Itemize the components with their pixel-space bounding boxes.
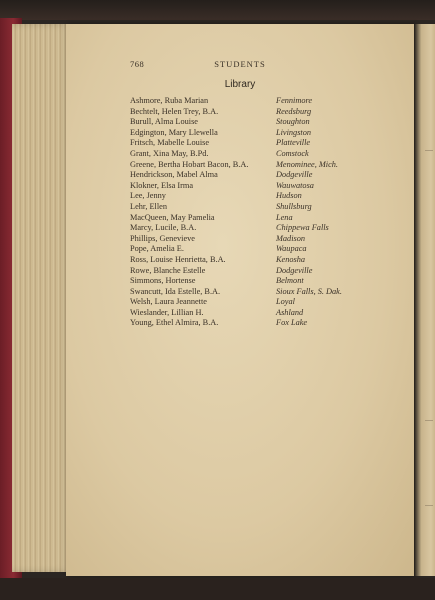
student-name: Lee, Jenny — [130, 191, 166, 201]
roster-row — [130, 266, 400, 277]
roster-row — [130, 96, 400, 107]
student-name: Phillips, Genevieve — [130, 233, 195, 243]
running-title: STUDENTS — [214, 59, 266, 69]
student-hometown: Comstock — [276, 148, 309, 158]
student-name: Simmons, Hortense — [130, 276, 196, 286]
roster-row — [130, 223, 400, 234]
student-hometown: Ashland — [276, 307, 304, 317]
student-name: Burull, Alma Louise — [130, 117, 198, 127]
page-number: 768 — [130, 59, 145, 69]
student-hometown: Dodgeville — [276, 265, 313, 275]
student-name: Ross, Louise Henrietta, B.A. — [130, 254, 226, 264]
student-hometown: Loyal — [276, 297, 295, 307]
book-bottom-edge — [0, 578, 435, 600]
facing-page-mark — [425, 420, 433, 435]
facing-page-mark — [425, 150, 433, 165]
book-page — [66, 24, 414, 576]
student-hometown: Madison — [276, 233, 306, 243]
student-name: Ashmore, Ruba Marian — [130, 96, 209, 105]
facing-page-edge — [414, 24, 435, 576]
student-name: Fritsch, Mabelle Louise — [130, 138, 210, 148]
roster-row — [130, 297, 400, 308]
student-hometown: Sioux Falls, S. Dak. — [276, 286, 342, 296]
roster-row — [130, 318, 400, 329]
roster-row — [130, 149, 400, 160]
student-name: Klokner, Elsa Irma — [130, 180, 194, 190]
student-hometown: Chippewa Falls — [276, 223, 329, 233]
student-name: Welsh, Laura Jeannette — [130, 297, 207, 307]
roster-row — [130, 255, 400, 266]
roster-row — [130, 117, 400, 128]
student-hometown: Waupaca — [276, 244, 307, 254]
student-hometown: Livingston — [276, 127, 312, 137]
roster-row — [130, 276, 400, 287]
roster-row — [130, 138, 400, 149]
student-hometown: Platteville — [276, 138, 311, 148]
student-name: Rowe, Blanche Estelle — [130, 265, 206, 275]
student-hometown: Fox Lake — [276, 318, 308, 328]
student-hometown: Wauwatosa — [276, 180, 314, 190]
student-hometown: Fennimore — [276, 96, 313, 105]
student-name: Greene, Bertha Hobart Bacon, B.A. — [130, 159, 249, 169]
student-name: Swancutt, Ida Estelle, B.A. — [130, 286, 221, 296]
student-roster — [130, 96, 400, 329]
book-top-edge — [0, 0, 435, 20]
student-hometown: Hudson — [276, 191, 302, 201]
roster-row — [130, 160, 400, 171]
student-name: Pope, Amelia E. — [130, 244, 184, 254]
student-name: Marcy, Lucile, B.A. — [130, 223, 197, 233]
running-head — [66, 59, 414, 73]
student-hometown: Menominee, Mich. — [276, 159, 338, 169]
roster-row — [130, 234, 400, 245]
roster-row — [130, 170, 400, 181]
student-name: Bechtelt, Helen Trey, B.A. — [130, 106, 219, 116]
roster-row — [130, 191, 400, 202]
student-name: Edgington, Mary Llewella — [130, 127, 218, 137]
student-name: Grant, Xina May, B.Pd. — [130, 148, 209, 158]
student-name: Hendrickson, Mabel Alma — [130, 170, 218, 180]
page-stack-edge — [12, 24, 72, 572]
roster-row — [130, 308, 400, 319]
roster-row — [130, 213, 400, 224]
student-hometown: Belmont — [276, 276, 304, 286]
student-hometown: Reedsburg — [276, 106, 312, 116]
student-name: MacQueen, May Pamelia — [130, 212, 215, 222]
facing-page-mark — [425, 505, 433, 520]
student-name: Young, Ethel Almira, B.A. — [130, 318, 219, 328]
roster-row — [130, 202, 400, 213]
roster-row — [130, 181, 400, 192]
section-heading: Library — [224, 79, 256, 90]
roster-row — [130, 128, 400, 139]
student-name: Lehr, Ellen — [130, 201, 167, 211]
roster-row — [130, 287, 400, 298]
student-hometown: Dodgeville — [276, 170, 313, 180]
student-hometown: Lena — [276, 212, 293, 222]
student-hometown: Stoughton — [276, 117, 310, 127]
roster-row — [130, 244, 400, 255]
roster-row — [130, 107, 400, 118]
student-hometown: Shullsburg — [276, 201, 312, 211]
student-name: Wieslander, Lillian H. — [130, 307, 204, 317]
student-hometown: Kenosha — [276, 254, 306, 264]
